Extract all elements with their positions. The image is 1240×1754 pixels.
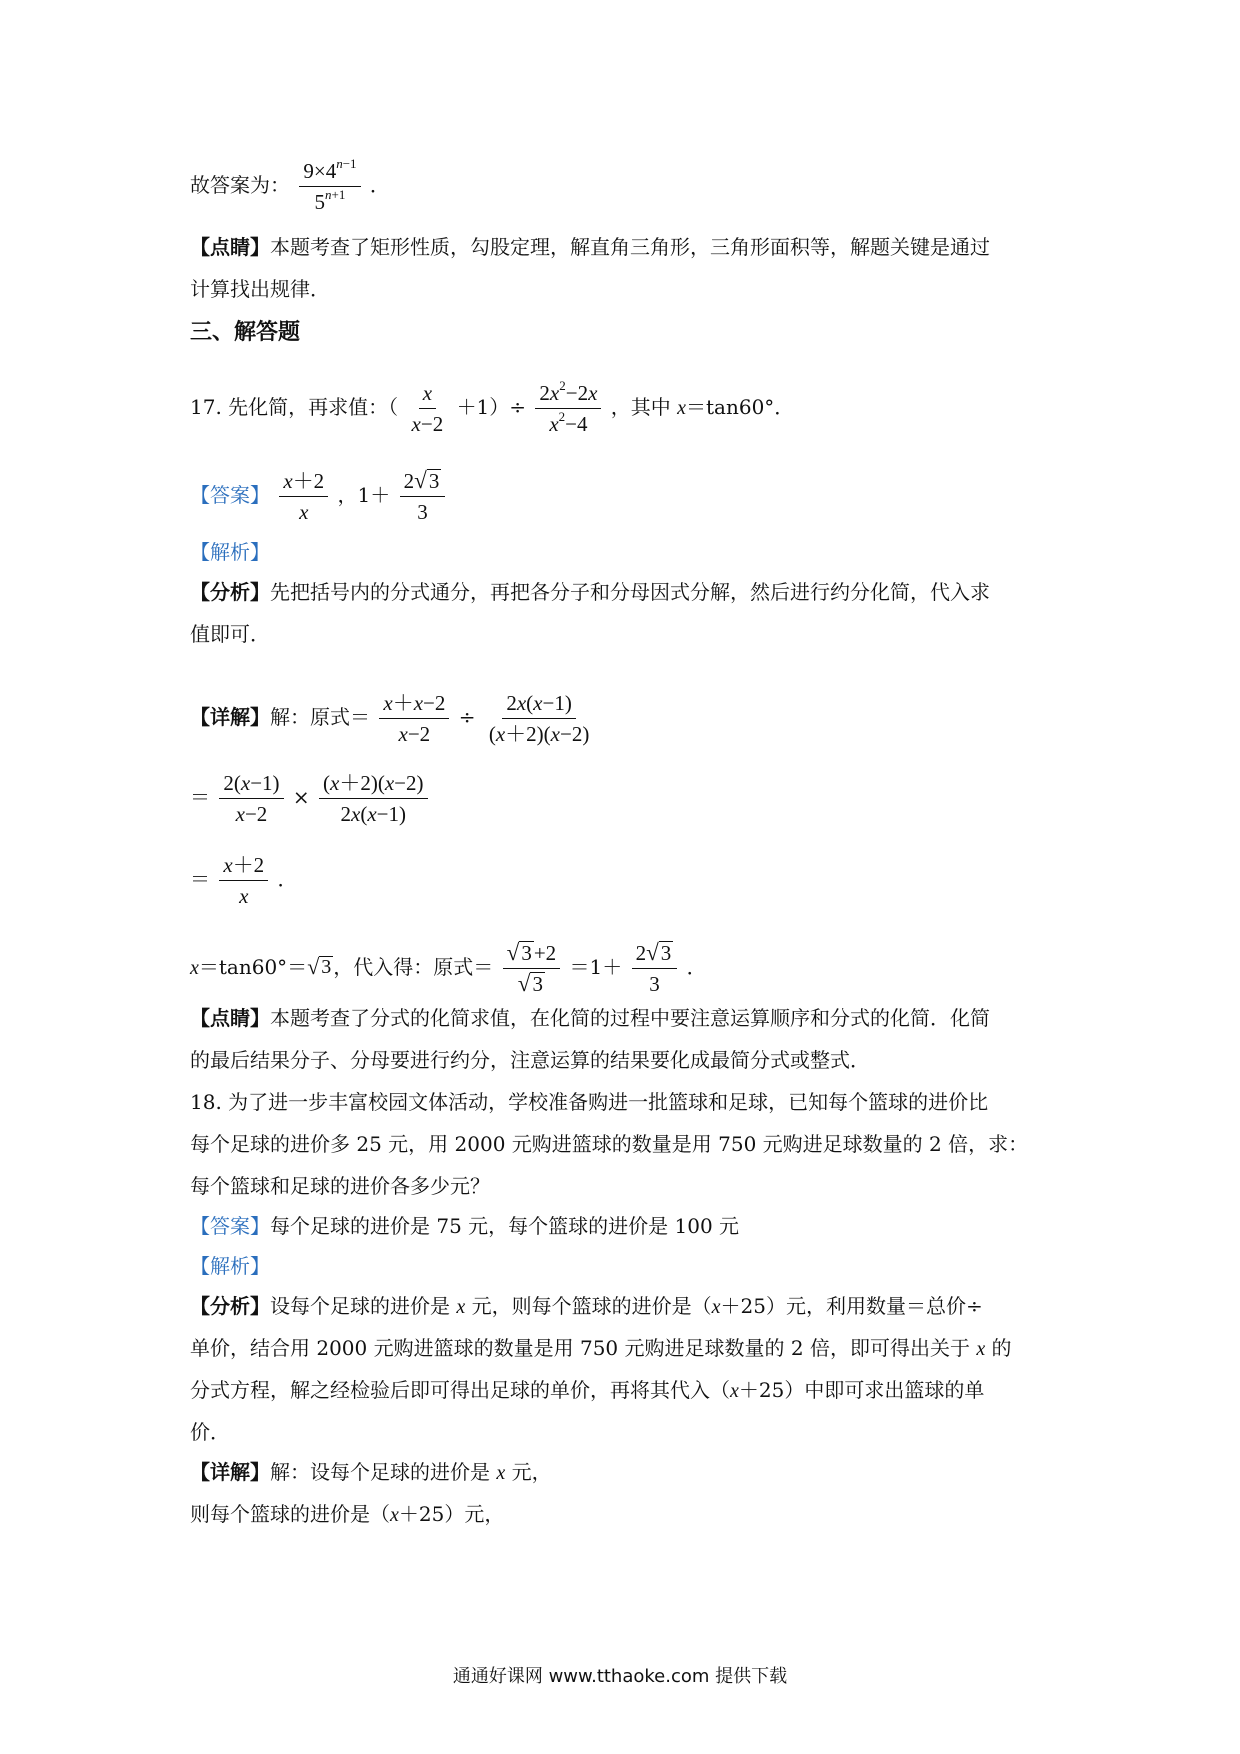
detail-text: 元， xyxy=(505,1460,552,1484)
answer-den: $5^{n+1}$ xyxy=(314,187,346,214)
detail-text: 解：设每个足球的进价是 xyxy=(270,1460,497,1484)
fenxi-text: 先把括号内的分式通分，再把各分子和分母因式分解，然后进行约分化简，代入求 xyxy=(270,580,990,604)
q18-detail-line1 xyxy=(190,1458,552,1487)
fenxi-label: 【分析】 xyxy=(190,1294,270,1318)
prev-note-line1 xyxy=(190,233,990,261)
frac-num: 2 √ 3 xyxy=(400,468,446,497)
detail-label: 【详解】 xyxy=(190,705,270,729)
prev-answer-line xyxy=(190,158,390,215)
q18-answer xyxy=(190,1212,739,1240)
sub-end: ． xyxy=(686,955,707,979)
answer-label: 【答案】 xyxy=(190,1214,270,1238)
sub-eq1: ＝tan60°＝ xyxy=(198,955,308,979)
frac-num: 2 √ 3 xyxy=(632,940,678,969)
q17-note-line1 xyxy=(190,1004,990,1032)
frac-num: 2(x−1) xyxy=(219,770,283,799)
frac-num: x＋2 xyxy=(279,468,328,497)
answer-num: $9\times 4^{n-1}$ xyxy=(299,158,360,187)
sqrt3: √ 3 xyxy=(307,954,332,979)
period: ． xyxy=(277,867,298,891)
q18-fenxi-line2 xyxy=(190,1334,1012,1363)
frac-den: $x^2-4$ xyxy=(549,409,588,436)
fenxi-text: 分式方程，解之经检验后即可得出足球的单价，再将其代入（ xyxy=(190,1378,730,1402)
q17-substitute-line xyxy=(190,940,707,997)
var-x: x xyxy=(190,957,199,979)
q17-prefix: 17. 先化简，再求值：（ xyxy=(190,395,399,419)
section-title: 三、解答题 xyxy=(190,319,301,345)
fenxi-text: ＋25）中即可求出篮球的单 xyxy=(738,1378,985,1402)
answer-prefix: 故答案为： xyxy=(190,173,290,197)
frac-num: x＋x−2 xyxy=(379,690,449,719)
var-x: x xyxy=(711,1296,721,1318)
answer-tail: ． xyxy=(369,173,390,197)
frac-num: √ 3 +2 xyxy=(503,940,561,969)
eq-sign: ＝ xyxy=(190,867,210,891)
frac-den: x xyxy=(239,884,249,908)
div-sign: ÷ xyxy=(458,705,476,729)
frac-num: $2x^2-2x$ xyxy=(535,380,601,409)
fenxi-text: 的 xyxy=(985,1336,1012,1360)
answer-label: 【答案】 xyxy=(190,483,270,507)
var-x: x xyxy=(390,1504,399,1526)
answer-sep: ，1＋ xyxy=(337,483,391,507)
frac-num: (x＋2)(x−2) xyxy=(319,770,428,799)
detail-text: 则每个篮球的进价是（ xyxy=(190,1502,390,1526)
frac-den: x−2 xyxy=(411,412,444,436)
q17-fenxi-line1 xyxy=(190,578,990,606)
q17-plus-one: ＋1）÷ xyxy=(456,395,527,419)
q17-detail-line1 xyxy=(190,690,596,747)
q18-fenxi-line3 xyxy=(190,1376,984,1405)
answer-fraction xyxy=(299,158,360,215)
sub-eq2: ＝1＋ xyxy=(569,955,623,979)
var-x: x xyxy=(677,397,687,419)
q18-analysis-label: 【解析】 xyxy=(190,1254,270,1278)
q17-detail-line2 xyxy=(190,770,431,827)
detail-frac-e xyxy=(219,852,268,909)
fenxi-text: 元，则每个篮球的进价是（ xyxy=(465,1294,712,1318)
note-label: 【点睛】 xyxy=(190,235,270,259)
q17-note-line2: 的最后结果分子、分母要进行约分，注意运算的结果要化成最简分式或整式． xyxy=(190,1048,870,1072)
sub-frac-a xyxy=(503,940,561,997)
q18-line1: 18. 为了进一步丰富校园文体活动，学校准备购进一批篮球和足球，已知每个篮球的进价比 xyxy=(190,1090,989,1114)
frac-num: x＋2 xyxy=(219,852,268,881)
fenxi-text: ＋25）元，利用数量＝总价÷ xyxy=(720,1294,983,1318)
q17-answer-frac2 xyxy=(400,468,446,525)
detail-text: ＋25）元， xyxy=(398,1502,505,1526)
sub-mid: ，代入得：原式＝ xyxy=(333,955,494,979)
q18-fenxi-line1 xyxy=(190,1292,983,1321)
frac-den: 2x(x−1) xyxy=(340,802,407,826)
q17-suffix-a: ，其中 xyxy=(610,395,678,419)
q18-line2: 每个足球的进价多 25 元，用 2000 元购进篮球的数量是用 750 元购进足球数量的 2 倍，求： xyxy=(190,1132,1029,1156)
q17-answer xyxy=(190,468,448,525)
detail-frac-d xyxy=(319,770,428,827)
frac-den: (x＋2)(x−2) xyxy=(488,722,590,746)
q17-analysis-label: 【解析】 xyxy=(190,540,270,564)
q18-detail-line2 xyxy=(190,1500,504,1529)
frac-den: x xyxy=(299,500,309,524)
var-x: x xyxy=(456,1296,466,1318)
answer-text: 每个足球的进价是 75 元，每个篮球的进价是 100 元 xyxy=(270,1214,740,1238)
detail-label: 【详解】 xyxy=(190,1460,270,1484)
q18-line3: 每个篮球和足球的进价各多少元？ xyxy=(190,1174,490,1198)
fenxi-label: 【分析】 xyxy=(190,580,270,604)
var-x: x xyxy=(496,1462,506,1484)
times-sign: × xyxy=(292,785,310,809)
fenxi-text: 设每个足球的进价是 xyxy=(270,1294,457,1318)
frac-den: x−2 xyxy=(235,802,268,826)
q17-frac-a xyxy=(408,380,448,437)
q17-fenxi-line2: 值即可． xyxy=(190,622,270,646)
note-text: 本题考查了矩形性质，勾股定理，解直角三角形，三角形面积等，解题关键是通过 xyxy=(270,235,990,259)
note-text: 计算找出规律． xyxy=(190,277,330,301)
q17-answer-frac xyxy=(279,468,328,525)
fenxi-text: 单价，结合用 2000 元购进篮球的数量是用 750 元购进足球数量的 2 倍，即可得出关于 xyxy=(190,1336,977,1360)
note-text: 本题考查了分式的化简求值，在化简的过程中要注意运算顺序和分式的化简．化简 xyxy=(270,1006,990,1030)
page-footer: 通通好课网 www.tthaoke.com 提供下载 xyxy=(452,1666,788,1687)
q17-frac-b xyxy=(535,380,601,437)
frac-num: 2x(x−1) xyxy=(502,690,576,719)
sub-frac-b xyxy=(632,940,678,997)
q17-detail-line3 xyxy=(190,852,298,909)
detail-frac-b xyxy=(485,690,594,747)
detail-frac-c xyxy=(219,770,283,827)
prev-note-line2 xyxy=(190,275,330,303)
detail-prefix: 解：原式＝ xyxy=(270,705,370,729)
var-x: x xyxy=(730,1380,739,1402)
q17-question xyxy=(190,380,794,437)
frac-den: x−2 xyxy=(398,722,431,746)
note-label: 【点睛】 xyxy=(190,1006,270,1030)
q18-fenxi-line4: 价． xyxy=(190,1420,230,1444)
eq-sign: ＝ xyxy=(190,785,210,809)
frac-den: 3 xyxy=(417,500,428,524)
frac-den: √ 3 xyxy=(517,970,543,996)
var-x: x xyxy=(976,1338,986,1360)
frac-den: 3 xyxy=(649,972,660,996)
frac-num: x xyxy=(419,380,436,409)
q17-suffix-b: ＝tan60°． xyxy=(686,395,795,419)
detail-frac-a xyxy=(379,690,449,747)
